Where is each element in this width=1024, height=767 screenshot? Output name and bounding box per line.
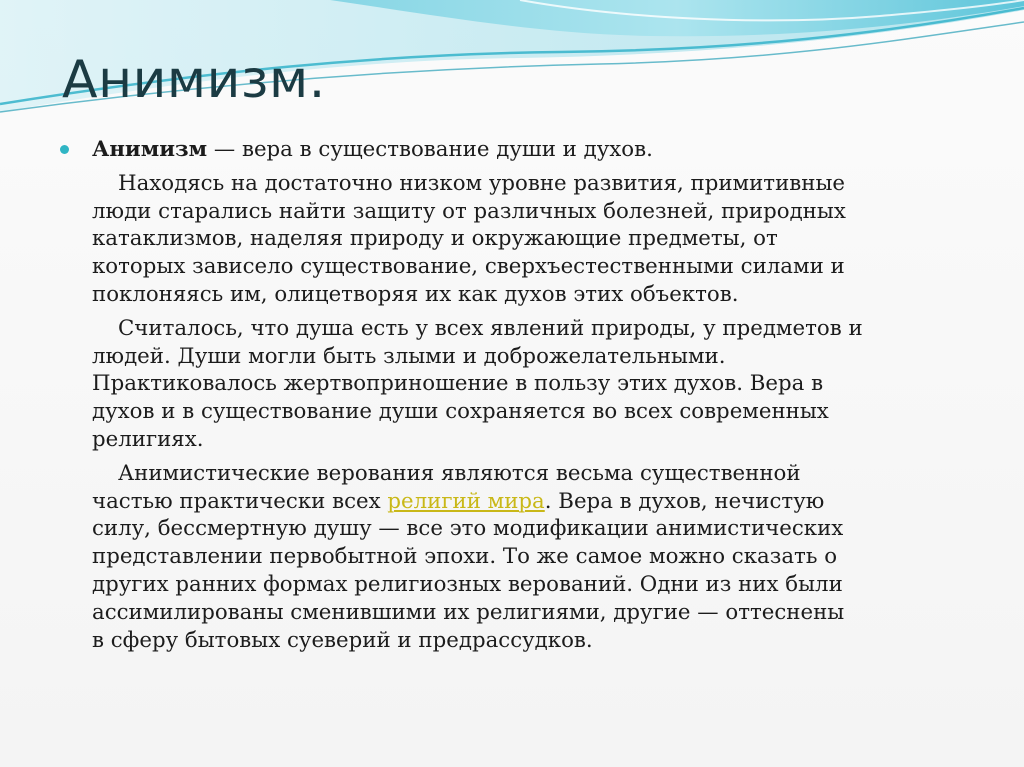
definition-text: — вера в существование души и духов. <box>207 137 653 162</box>
paragraph-3-line: в сферу бытовых суеверий и предрассудков. <box>92 627 593 653</box>
slide-title: Анимизм. <box>62 50 326 110</box>
world-religions-link[interactable]: религий мира <box>387 488 545 514</box>
definition-line <box>92 136 982 164</box>
paragraph-1-line: поклоняясь им, олицетворяя их как духов этих объектов. <box>92 281 739 307</box>
paragraph-1-line: катаклизмов, наделяя природу и окружающие предметы, от <box>92 226 778 252</box>
bullet-dot-icon <box>60 145 69 154</box>
paragraph-1-line: которых зависело существование, сверхъестественными силами и <box>92 254 845 280</box>
paragraph-3-line: других ранних формах религиозных верований. Одни из них были <box>92 571 843 597</box>
paragraph-2-line: религиях. <box>92 426 204 452</box>
paragraph-1-line: Находясь на достаточно низком уровне развития, примитивные <box>118 170 846 196</box>
slide-body <box>92 134 982 660</box>
paragraph-2-line: людей. Души могли быть злыми и доброжелательными. <box>92 343 726 369</box>
paragraph-3-line-with-link <box>92 488 982 516</box>
definition-term: Анимизм <box>92 137 208 162</box>
paragraph-3-line: силу, бессмертную душу — все это модификации анимистических <box>92 516 844 542</box>
paragraph-3-text: . Вера в духов, нечистую <box>544 488 825 514</box>
paragraph-2-line: духов и в существование души сохраняется во всех современных <box>92 399 829 425</box>
paragraph-3-line: ассимилированы сменившими их религиями, другие — оттеснены <box>92 599 845 625</box>
paragraph-1-line: люди старались найти защиту от различных болезней, природных <box>92 198 846 224</box>
paragraph-3-line: представлении первобытной эпохи. То же самое можно сказать о <box>92 544 838 570</box>
paragraph-2-line: Практиковалось жертвоприношение в пользу этих духов. Вера в <box>92 371 824 397</box>
paragraph-3 <box>92 460 982 655</box>
paragraph-2-line: Считалось, что душа есть у всех явлений природы, у предметов и <box>118 315 863 341</box>
paragraph-3-line: Анимистические верования являются весьма существенной <box>118 460 801 486</box>
paragraph-2 <box>92 315 982 454</box>
paragraph-1 <box>92 170 982 309</box>
paragraph-3-text: частью практически всех <box>92 488 388 514</box>
